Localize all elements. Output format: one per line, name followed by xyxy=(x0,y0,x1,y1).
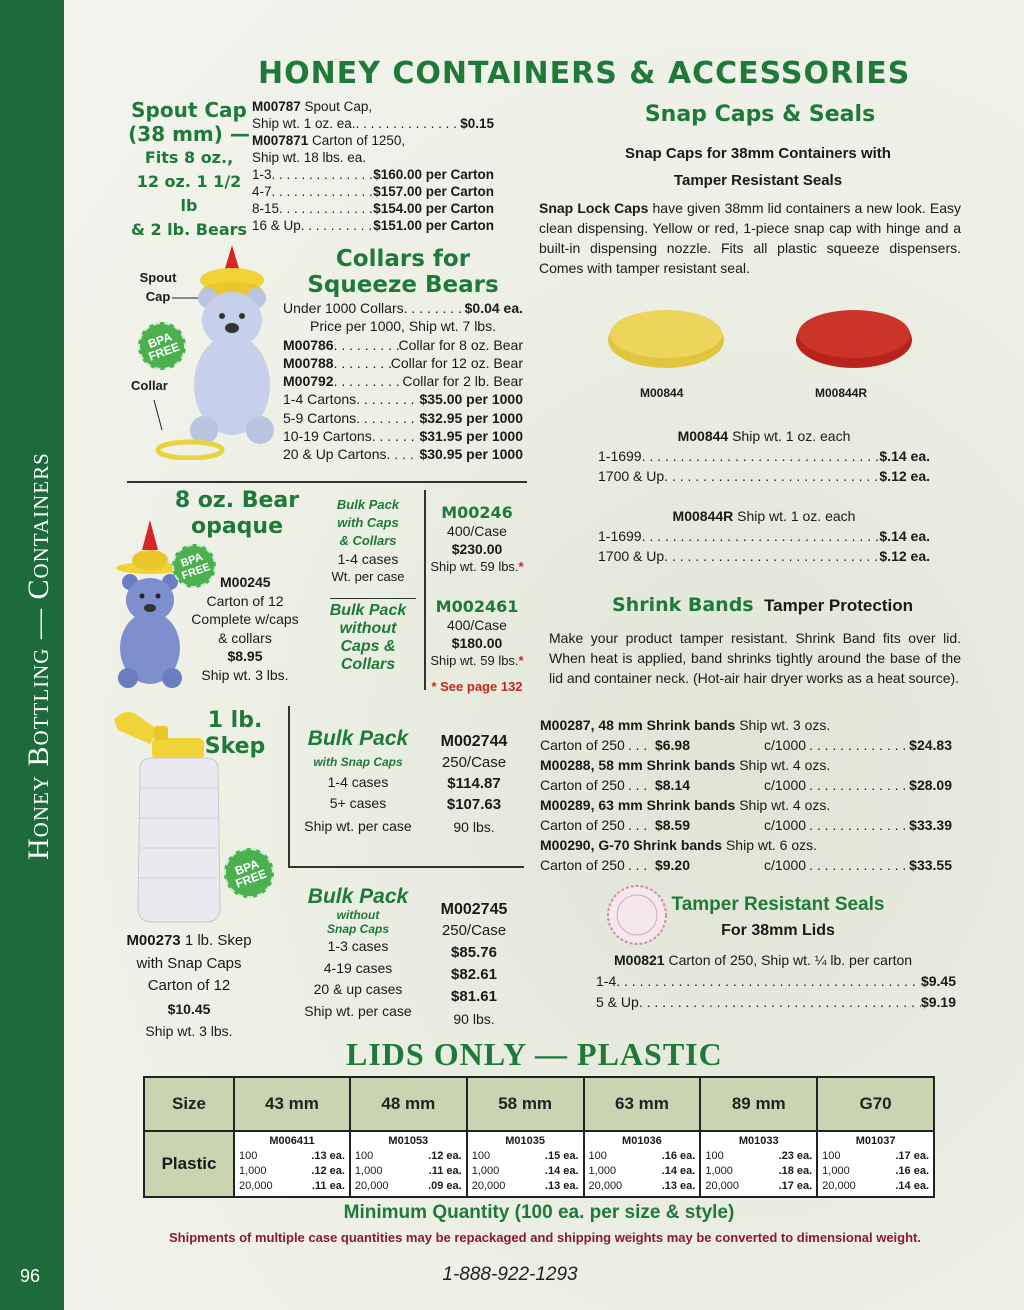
product-desc: Carton of 12 xyxy=(147,977,231,994)
lid-qty: 20,000 xyxy=(588,1180,623,1192)
price-tier-row xyxy=(283,390,523,408)
lid-price: .14 ea. xyxy=(895,1180,929,1192)
spout-cap-heading-line: & 2 lb. Bears xyxy=(130,220,248,239)
product-desc: Collar for 8 oz. Bear xyxy=(398,336,523,353)
tier-qty: 1-4 xyxy=(596,973,617,989)
lids-size-col: 43 mm xyxy=(234,1077,350,1131)
lid-price: .14 ea. xyxy=(544,1165,579,1177)
lid-qty: 20,000 xyxy=(822,1180,856,1192)
bpa-free-badge: BPA FREE xyxy=(217,841,281,905)
product-desc: Carton of 1250, xyxy=(308,133,406,148)
price-tier-row xyxy=(598,546,930,566)
bear8-heading-line: 8 oz. Bear xyxy=(174,488,300,513)
bear8-bulk1-pricing xyxy=(426,504,528,576)
lid-price: .11 ea. xyxy=(311,1180,345,1192)
price: $82.61 xyxy=(451,966,497,983)
product-desc: Collar for 2 lb. Bear xyxy=(402,373,523,390)
product-code: M00287, 48 mm Shrink bands xyxy=(540,717,736,733)
product-code: M002745 xyxy=(440,901,508,918)
spout-cap-line: Ship wt. 18 lbs. ea. xyxy=(252,150,367,165)
lid-qty: 100 xyxy=(705,1150,724,1162)
see-page-note: * See page 132 xyxy=(431,679,523,694)
case-qty: 250/Case xyxy=(441,922,507,939)
product-code: M00245 xyxy=(220,574,271,590)
ship-weight: Ship wt. 4 ozs. xyxy=(735,797,831,813)
snap-caps-subheading-line: Snap Caps for 38mm Containers with xyxy=(625,145,891,162)
price-tier-row xyxy=(596,971,956,992)
tier-price: $9.19 xyxy=(920,994,956,1010)
price: $107.63 xyxy=(446,796,502,813)
page-title: HONEY CONTAINERS & ACCESSORIES xyxy=(258,56,911,91)
price: $28.09 xyxy=(909,777,952,793)
lids-size-header: Size xyxy=(144,1077,234,1131)
product-code: M00792 xyxy=(283,373,334,390)
collars-heading xyxy=(300,246,506,298)
lid-price: .17 ea. xyxy=(778,1180,813,1192)
carton-label: Carton of 250 xyxy=(540,737,625,753)
spout-cap-heading xyxy=(128,98,250,242)
lid-price-cell xyxy=(700,1131,817,1197)
bulk-ship: Ship wt. per case xyxy=(304,1002,412,1019)
bulk-title: Bulk Pack xyxy=(329,602,407,619)
lid-qty: 1,000 xyxy=(239,1165,267,1177)
tamper-seals-pricing xyxy=(596,950,956,1013)
bulk-cases: 4-19 cases xyxy=(323,959,393,976)
product-desc: Carton of 12 xyxy=(206,592,284,609)
spout-cap-line xyxy=(252,115,494,132)
product-desc: with Snap Caps xyxy=(136,954,242,972)
lid-qty: 100 xyxy=(822,1150,841,1162)
lids-header-row xyxy=(144,1077,934,1131)
price-tier-row xyxy=(283,427,523,445)
bear8-image xyxy=(110,520,190,690)
tamper-seals-subheading: For 38mm Lids xyxy=(721,922,835,939)
tier-qty: 8-15 xyxy=(252,201,280,216)
spout-cap-line xyxy=(252,98,494,115)
lid-qty: 100 xyxy=(354,1150,374,1162)
tier-qty: 1700 & Up xyxy=(598,548,665,564)
tier-price: $9.45 xyxy=(920,973,956,989)
product-code: M002744 xyxy=(440,733,508,750)
price: $180.00 xyxy=(451,635,503,651)
red-cap-label: M00844R xyxy=(815,386,868,400)
lid-qty: 20,000 xyxy=(239,1180,273,1192)
bulk-title: Bulk Pack xyxy=(307,727,409,750)
product-code: M01037 xyxy=(855,1135,896,1147)
product-code: M00844 xyxy=(677,428,729,444)
snap-caps-description xyxy=(539,198,961,278)
collar-item-row xyxy=(283,372,523,390)
product-desc: Collar for 12 oz. Bear xyxy=(390,354,523,371)
snap-caps-desc-bold: Snap Lock Caps xyxy=(539,200,649,216)
lid-price: .09 ea. xyxy=(428,1180,462,1192)
product-code: M00787 xyxy=(252,99,301,114)
lid-qty: 20,000 xyxy=(705,1180,739,1192)
skep-bulk1-pricing xyxy=(428,732,520,839)
spout-cap-line xyxy=(252,132,494,149)
footnote-marker: * xyxy=(518,653,524,668)
minimum-quantity-note: Minimum Quantity (100 ea. per size & style) xyxy=(343,1202,735,1223)
lids-size-col: 58 mm xyxy=(467,1077,584,1131)
skep-heading-line: Skep xyxy=(204,734,266,759)
skep-vertical-divider xyxy=(288,706,290,866)
per-1000-label: c/1000 xyxy=(764,777,807,793)
product-code: M00786 xyxy=(283,336,334,353)
price: $6.98 xyxy=(654,737,690,753)
shrink-band-item xyxy=(540,795,952,815)
lid-price: .16 ea. xyxy=(895,1165,929,1177)
shrink-band-price-row xyxy=(540,735,952,755)
collars-heading-line: Collars for xyxy=(335,246,471,272)
price-tier-row xyxy=(252,200,494,217)
snap-caps-images xyxy=(606,306,916,370)
bulk-title: without xyxy=(339,620,397,637)
tier-price: $30.95 per 1000 xyxy=(419,446,523,463)
tier-qty: 20 & Up Cartons xyxy=(283,446,387,463)
case-qty: 400/Case xyxy=(447,523,507,539)
product-code: M01053 xyxy=(388,1135,429,1147)
snap-caps-desc-text: have given 38mm lid containers a new look. Easy clean dispensing. Yellow or red, 1-piece snap cap with hinge and a built-in dispensing nozzle. Fits all plastic squeeze dispensers. Comes with tamper resistant seal. xyxy=(539,200,961,276)
ship-weight: Ship wt. 4 ozs. xyxy=(735,757,831,773)
case-qty: 250/Case xyxy=(441,754,507,771)
shrink-band-item xyxy=(540,835,952,855)
price: $85.76 xyxy=(451,944,497,961)
snap-caps-subheading-line: Tamper Resistant Seals xyxy=(673,172,843,189)
spout-cap-label: Spout Cap xyxy=(139,270,177,304)
price: $114.87 xyxy=(447,775,501,792)
tier-price: $151.00 per Carton xyxy=(373,218,494,233)
bulk-title: Caps & xyxy=(340,638,396,655)
bulk-cases: 20 & up cases xyxy=(313,981,403,997)
snap-caps-subheading xyxy=(560,140,956,194)
lid-qty: 20,000 xyxy=(471,1180,506,1192)
phone-number: 1-888-922-1293 xyxy=(442,1264,578,1285)
price-tier-row xyxy=(598,526,930,546)
lids-heading: LIDS ONLY — PLASTIC xyxy=(346,1036,723,1072)
price-tier-row xyxy=(283,409,523,427)
tier-price: $.12 ea. xyxy=(879,468,930,484)
lid-qty: 1,000 xyxy=(354,1165,383,1177)
bear8-details xyxy=(190,573,300,684)
carton-label: Carton of 250 xyxy=(540,857,625,873)
product-code: M007871 xyxy=(252,133,309,148)
ship-weight: Ship wt. 3 lbs. xyxy=(201,666,289,683)
bulk-title: Bulk Pack xyxy=(307,885,409,908)
product-code: M002461 xyxy=(435,597,519,616)
price: $0.15 xyxy=(460,116,494,131)
ship-weight: Ship wt. 3 lbs. xyxy=(145,1023,233,1039)
price: $230.00 xyxy=(451,541,503,557)
tier-qty: 4-7 xyxy=(252,184,272,199)
product-code: M01036 xyxy=(622,1135,662,1147)
product-code: M01033 xyxy=(738,1135,779,1147)
lids-size-col: 48 mm xyxy=(350,1077,467,1131)
product-code: M00273 xyxy=(126,932,181,949)
per-1000-label: c/1000 xyxy=(764,857,807,873)
bulk-cases: 1-4 cases xyxy=(337,551,399,567)
per-1000-label: c/1000 xyxy=(764,737,807,753)
bulk-subtitle: without xyxy=(336,908,380,922)
ship-weight: Ship wt. 3 ozs. xyxy=(735,717,831,733)
price-tier-row xyxy=(252,166,494,183)
shrink-bands-subtitle: Tamper Protection xyxy=(764,596,913,615)
tier-price: $157.00 per Carton xyxy=(373,184,494,199)
bulk-cases: 1-4 cases xyxy=(327,774,389,790)
spout-cap-details xyxy=(252,98,494,234)
tier-price: $160.00 per Carton xyxy=(373,167,494,182)
bulk-title: & Collars xyxy=(339,533,397,548)
spout-cap-heading-line: Spout Cap xyxy=(131,98,247,122)
tier-price: $0.04 ea. xyxy=(464,300,523,316)
lid-price: .23 ea. xyxy=(778,1150,813,1162)
price-tier-row xyxy=(252,217,494,234)
lids-size-col: G70 xyxy=(817,1077,934,1131)
bulk-cases: 1-3 cases xyxy=(327,938,389,954)
lid-qty: 20,000 xyxy=(354,1180,389,1192)
shrink-band-price-row xyxy=(540,775,952,795)
collar-item-row xyxy=(283,336,523,354)
collars-details xyxy=(283,299,523,464)
price-tier-row xyxy=(598,446,930,466)
lid-qty: 1,000 xyxy=(822,1165,850,1177)
price-tier-row xyxy=(596,992,956,1013)
lid-price: .17 ea. xyxy=(895,1150,929,1162)
bear8-bulk2-pricing xyxy=(426,598,528,696)
product-code: M01035 xyxy=(505,1135,545,1147)
yellow-cap-label: M00844 xyxy=(640,386,684,400)
skep-horizontal-divider xyxy=(288,866,524,868)
shrink-bands-title: Shrink Bands xyxy=(612,594,754,616)
tier-price: $154.00 per Carton xyxy=(373,201,494,216)
product-code: M00289, 63 mm Shrink bands xyxy=(540,797,736,813)
product-code: M00246 xyxy=(441,503,513,522)
product-code: M00788 xyxy=(283,354,334,371)
tier-price: $35.00 per 1000 xyxy=(419,391,523,408)
lid-price: .12 ea. xyxy=(311,1165,345,1177)
product-code: M00290, G-70 Shrink bands xyxy=(540,837,723,853)
shrink-band-price-row xyxy=(540,815,952,835)
price: $10.45 xyxy=(167,1000,211,1017)
price: $8.95 xyxy=(227,648,263,664)
collars-heading-line: Squeeze Bears xyxy=(307,272,499,298)
price: $24.83 xyxy=(909,737,952,753)
product-desc: Spout Cap, xyxy=(300,99,373,114)
carton-label: Carton of 250 xyxy=(540,777,625,793)
product-code: M006411 xyxy=(269,1135,315,1147)
lid-qty: 1,000 xyxy=(705,1165,733,1177)
ship-weight: 90 lbs. xyxy=(453,819,495,835)
lid-qty: 100 xyxy=(239,1150,258,1162)
shrink-bands-description: Make your product tamper resistant. Shrink Band fits over lid. When heat is applied, band shrinks tightly around the base of the lid and container neck. (Hot-air hair dryer works as a heat source). xyxy=(549,630,961,686)
footnote-marker: * xyxy=(518,559,524,574)
ship-weight: 90 lbs. xyxy=(453,1011,495,1027)
product-desc: & collars xyxy=(218,629,272,646)
ship-weight: Ship wt. 59 lbs. xyxy=(430,559,519,574)
lid-price: .18 ea. xyxy=(778,1165,813,1177)
section-divider xyxy=(127,481,527,483)
ship-weight: Ship wt. 6 ozs. xyxy=(722,837,818,853)
spout-cap-heading-line: (38 mm) — xyxy=(128,122,250,146)
product-desc: Complete w/caps xyxy=(191,611,299,627)
shrink-bands-heading xyxy=(612,594,913,616)
collars-price-note: Price per 1000, Ship wt. 7 lbs. xyxy=(310,318,496,335)
lids-size-col: 89 mm xyxy=(700,1077,817,1131)
lids-plastic-row xyxy=(144,1131,934,1197)
tamper-seals-heading: Tamper Resistant Seals xyxy=(671,894,885,915)
collars-under-row xyxy=(283,299,523,317)
skep-heading-line: 1 lb. xyxy=(207,708,263,733)
lids-table xyxy=(143,1076,935,1198)
shrink-bands-list xyxy=(540,715,952,875)
tier-qty: 1-4 Cartons xyxy=(283,391,357,408)
tier-qty: 1-3 xyxy=(252,167,272,182)
product-desc: Carton of 250, Ship wt. ¼ lb. per carton xyxy=(664,952,913,968)
sidebar-section-title: Honey Bottling — Containers xyxy=(22,452,55,860)
product-code: M00288, 58 mm Shrink bands xyxy=(540,757,736,773)
bulk-title: Bulk Pack xyxy=(336,497,400,512)
tier-price: $32.95 per 1000 xyxy=(419,409,523,426)
tier-price: $.14 ea. xyxy=(879,448,930,464)
bear8-bulk-without-caps xyxy=(322,602,414,674)
price: $81.61 xyxy=(451,988,497,1005)
price: $9.20 xyxy=(654,857,690,873)
tier-qty: 5-9 Cartons xyxy=(283,409,357,426)
lid-price-cell xyxy=(350,1131,467,1197)
tier-qty: 1-1699 xyxy=(598,528,642,544)
skep-bulk2-pricing xyxy=(428,900,520,1030)
lid-price: .16 ea. xyxy=(661,1150,696,1162)
per-1000-label: c/1000 xyxy=(764,817,807,833)
price-tier-row xyxy=(252,183,494,200)
price: $33.55 xyxy=(909,857,952,873)
shrink-band-item xyxy=(540,715,952,735)
lids-plastic-header: Plastic xyxy=(144,1131,234,1197)
page-number: 96 xyxy=(20,1266,41,1286)
price-tier-row xyxy=(598,466,930,486)
tier-qty: 10-19 Cartons xyxy=(283,428,372,445)
price: $33.39 xyxy=(909,817,952,833)
bulk-subtitle: Snap Caps xyxy=(326,922,389,936)
ship-weight: Ship wt. 59 lbs. xyxy=(430,653,519,668)
lid-qty: 1,000 xyxy=(588,1165,617,1177)
tier-qty: 5 & Up xyxy=(596,994,639,1010)
tier-qty: Under 1000 Collars xyxy=(283,300,404,316)
snap-caps-heading: Snap Caps & Seals xyxy=(644,102,876,127)
tier-price: $31.95 per 1000 xyxy=(419,428,523,445)
tier-qty: 16 & Up xyxy=(252,218,301,233)
case-qty: 400/Case xyxy=(447,617,507,633)
skep-bulk-without-caps xyxy=(296,886,420,1022)
lid-price-cell xyxy=(584,1131,701,1197)
skep-details xyxy=(120,930,258,1043)
red-cap-pricing xyxy=(598,506,930,566)
product-code: M00821 xyxy=(614,952,665,968)
spout-cap-heading-line: Fits 8 oz., xyxy=(144,148,234,167)
price-tier-row xyxy=(283,445,523,463)
bulk-title: with Caps xyxy=(337,515,399,530)
lid-price: .14 ea. xyxy=(661,1165,696,1177)
product-desc: 1 lb. Skep xyxy=(180,932,252,949)
product-desc: Ship wt. 1 oz. each xyxy=(733,508,856,524)
lid-qty: 100 xyxy=(588,1150,607,1162)
bulk-divider xyxy=(330,598,416,599)
tamper-seal-image xyxy=(606,884,668,946)
lid-price-cell xyxy=(234,1131,350,1197)
product-code: M00844R xyxy=(672,508,734,524)
shipments-note: Shipments of multiple case quantities may be repackaged and shipping weights may be converted to dimensional weight. xyxy=(169,1230,921,1245)
bear8-heading-line: opaque xyxy=(190,514,284,539)
shrink-band-item xyxy=(540,755,952,775)
yellow-cap-pricing xyxy=(598,426,930,486)
bulk-ship: Wt. per case xyxy=(331,569,405,584)
tier-qty: 1700 & Up xyxy=(598,468,665,484)
price: $8.59 xyxy=(654,817,690,833)
lid-qty: 1,000 xyxy=(471,1165,500,1177)
lid-price-cell xyxy=(817,1131,934,1197)
lid-price: .13 ea. xyxy=(311,1150,345,1162)
tier-qty: 1-1699 xyxy=(598,448,642,464)
spout-cap-heading-line: 12 oz. 1 1/2 lb xyxy=(136,172,242,215)
lids-size-col: 63 mm xyxy=(584,1077,701,1131)
collar-label: Collar xyxy=(131,378,168,393)
lid-price: .12 ea. xyxy=(428,1150,462,1162)
bulk-subtitle: with Snap Caps xyxy=(313,755,403,769)
collar-item-row xyxy=(283,354,523,372)
product-desc: Ship wt. 1 oz. ea. xyxy=(252,116,356,131)
bpa-free-badge: BPA FREE xyxy=(131,315,193,377)
lid-price: .13 ea. xyxy=(544,1180,579,1192)
product-desc: Ship wt. 1 oz. each xyxy=(728,428,851,444)
shrink-band-price-row xyxy=(540,855,952,875)
bulk-title: Collars xyxy=(340,656,396,673)
lid-price: .13 ea. xyxy=(661,1180,696,1192)
price: $8.14 xyxy=(654,777,690,793)
lid-price-cell xyxy=(467,1131,584,1197)
bear8-bulk-with-caps xyxy=(322,496,414,586)
bpa-free-badge: BPA FREE xyxy=(166,538,222,594)
tier-price: $.14 ea. xyxy=(879,528,930,544)
bulk-cases: 5+ cases xyxy=(329,795,387,811)
lid-price: .15 ea. xyxy=(544,1150,579,1162)
lid-price: .11 ea. xyxy=(428,1165,462,1177)
lid-qty: 100 xyxy=(471,1150,491,1162)
bulk-ship: Ship wt. per case xyxy=(304,818,412,834)
tier-price: $.12 ea. xyxy=(879,548,930,564)
skep-bulk-with-caps xyxy=(296,726,420,838)
carton-label: Carton of 250 xyxy=(540,817,625,833)
